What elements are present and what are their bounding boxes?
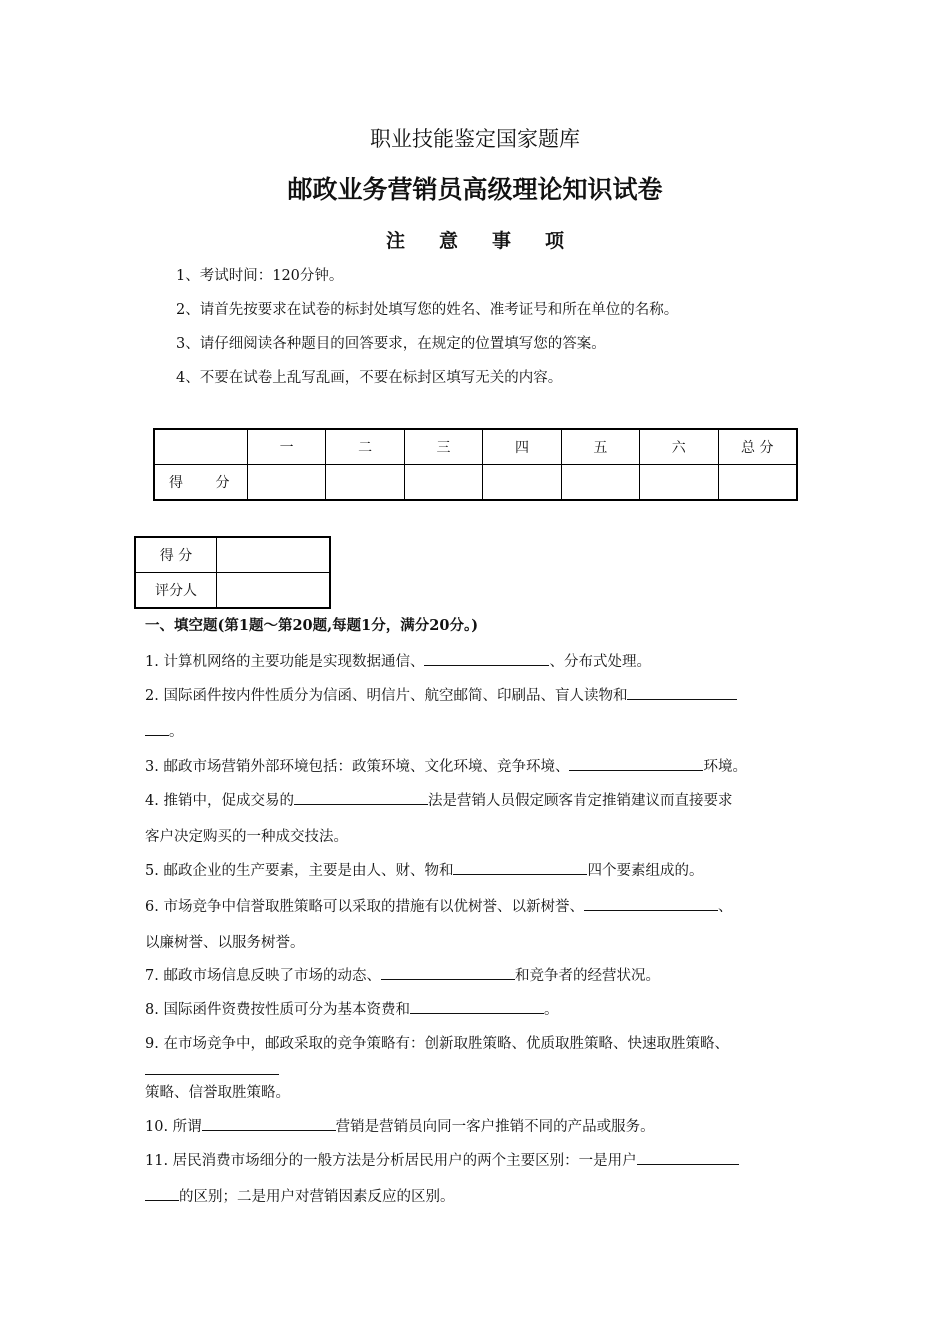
exam-bank-subtitle: 职业技能鉴定国家题库 <box>370 127 580 151</box>
question-4-cont: 客户决定购买的一种成交技法。 <box>145 829 348 845</box>
score-cell-3 <box>404 465 482 501</box>
section-grader-box <box>134 536 331 609</box>
question-6: 6. 市场竞争中信誉取胜策略可以采取的措施有以优树誉、以新树誉、 、 <box>145 895 732 916</box>
answer-blank[interactable] <box>637 1150 739 1165</box>
score-header-3: 三 <box>404 429 482 465</box>
notice-heading: 注意事项 <box>385 230 598 252</box>
question-3: 3. 邮政市场营销外部环境包括：政策环境、文化环境、竞争环境、 环境。 <box>145 755 747 776</box>
score-header-6: 六 <box>640 429 718 465</box>
score-cell-5 <box>561 465 639 501</box>
answer-blank-cont[interactable] <box>145 1186 179 1201</box>
answer-blank[interactable] <box>294 790 428 805</box>
score-cell-4 <box>483 465 561 501</box>
notice-item-2: 2、请首先按要求在试卷的标封处填写您的姓名、准考证号和所在单位的名称。 <box>176 302 679 318</box>
question-4: 4. 推销中，促成交易的 法是营销人员假定顾客肯定推销建议而直接要求 <box>145 789 732 810</box>
question-10: 10. 所谓 营销是营销员向同一客户推销不同的产品或服务。 <box>145 1115 655 1136</box>
score-row-label: 得 分 <box>154 465 247 501</box>
score-header-1: 一 <box>247 429 325 465</box>
question-2-cont: 。 <box>145 720 184 741</box>
answer-blank[interactable] <box>569 756 703 771</box>
score-header-5: 五 <box>561 429 639 465</box>
question-11-cont: 的区别；二是用户对营销因素反应的区别。 <box>145 1185 455 1206</box>
answer-blank[interactable] <box>202 1116 336 1131</box>
score-header-4: 四 <box>483 429 561 465</box>
score-header-total: 总 分 <box>718 429 797 465</box>
answer-blank[interactable] <box>381 965 515 980</box>
grader-score-cell <box>217 537 331 573</box>
score-table-score-row <box>154 465 797 501</box>
answer-blank[interactable] <box>584 896 718 911</box>
answer-blank[interactable] <box>145 1060 279 1075</box>
score-cell-1 <box>247 465 325 501</box>
section-1-heading: 一、填空题(第1题～第20题,每题1分，满分20分。) <box>145 617 479 634</box>
question-9-cont: 策略、信誉取胜策略。 <box>145 1085 290 1101</box>
answer-blank[interactable] <box>410 999 544 1014</box>
exam-title: 邮政业务营销员高级理论知识试卷 <box>287 175 663 204</box>
answer-blank[interactable] <box>627 685 737 700</box>
score-cell-total <box>718 465 797 501</box>
question-5: 5. 邮政企业的生产要素，主要是由人、财、物和 四个要素组成的。 <box>145 859 703 880</box>
question-7: 7. 邮政市场信息反映了市场的动态、 和竞争者的经营状况。 <box>145 964 660 985</box>
notice-item-4: 4、不要在试卷上乱写乱画，不要在标封区填写无关的内容。 <box>176 370 563 386</box>
question-9-blank-line <box>145 1060 279 1079</box>
score-summary-table <box>153 428 798 501</box>
score-table-header-row <box>154 429 797 465</box>
score-table-corner-cell <box>154 429 247 465</box>
score-cell-2 <box>326 465 404 501</box>
answer-blank-cont[interactable] <box>145 721 169 736</box>
answer-blank[interactable] <box>424 651 549 666</box>
score-header-2: 二 <box>326 429 404 465</box>
notice-item-1: 1、考试时间：120分钟。 <box>176 268 344 284</box>
question-1: 1. 计算机网络的主要功能是实现数据通信、 、分布式处理。 <box>145 650 651 671</box>
question-9: 9. 在市场竞争中，邮政采取的竞争策略有：创新取胜策略、优质取胜策略、快速取胜策略、 <box>145 1036 729 1052</box>
question-2: 2. 国际函件按内件性质分为信函、明信片、航空邮简、印刷品、盲人读物和 <box>145 684 737 705</box>
question-6-cont: 以廉树誉、以服务树誉。 <box>145 935 305 951</box>
score-cell-6 <box>640 465 718 501</box>
grader-name-label: 评分人 <box>135 573 217 609</box>
question-8: 8. 国际函件资费按性质可分为基本资费和 。 <box>145 998 558 1019</box>
grader-score-label: 得 分 <box>135 537 217 573</box>
question-11: 11. 居民消费市场细分的一般方法是分析居民用户的两个主要区别：一是用户 <box>145 1149 739 1170</box>
answer-blank[interactable] <box>453 860 587 875</box>
grader-name-cell <box>217 573 331 609</box>
notice-item-3: 3、请仔细阅读各种题目的回答要求，在规定的位置填写您的答案。 <box>176 336 606 352</box>
